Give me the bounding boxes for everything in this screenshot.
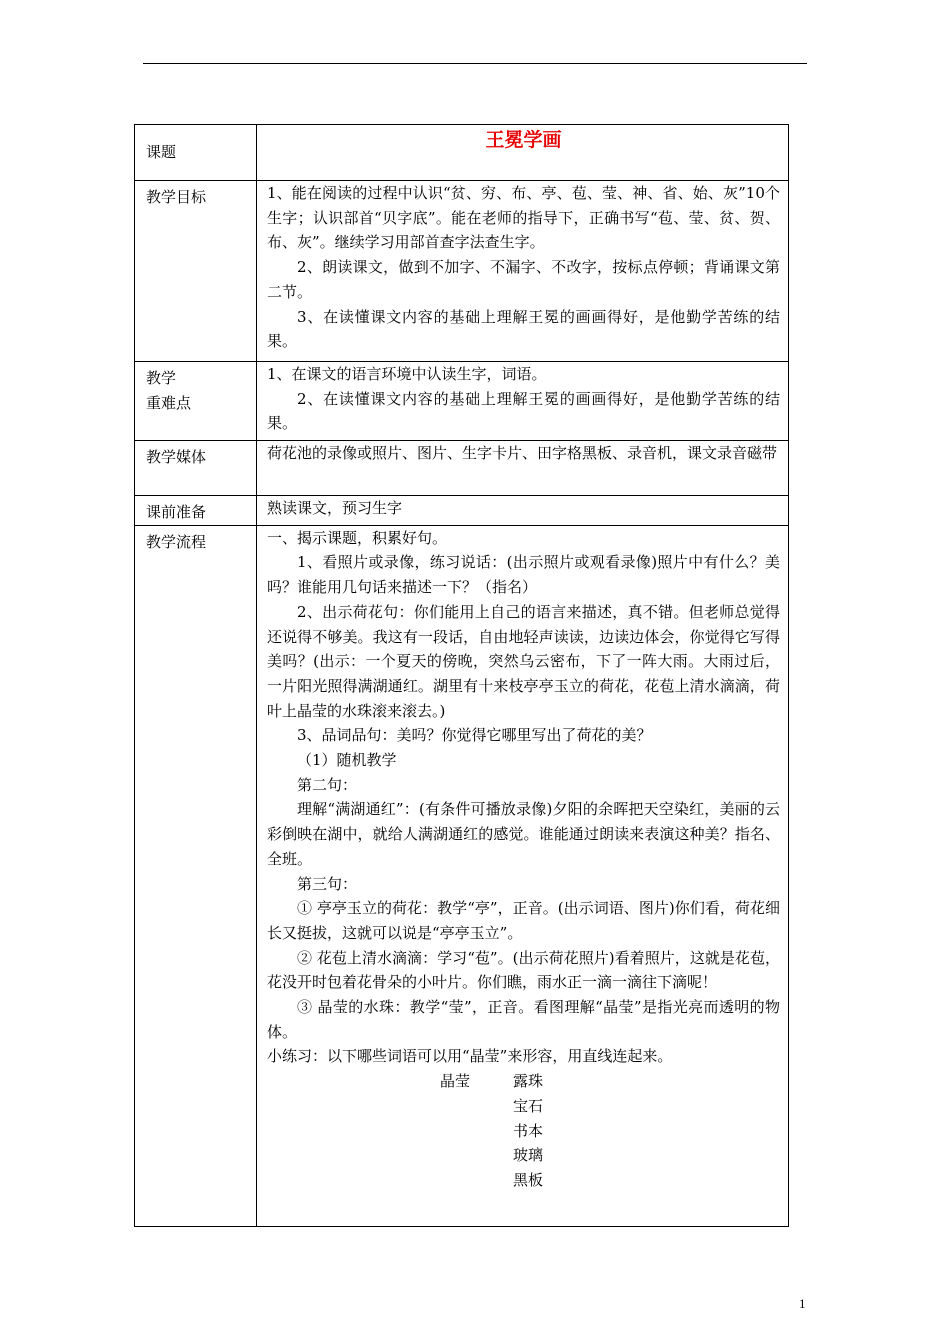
flow-paragraph: 第二句：	[297, 775, 358, 794]
key-points-cell	[257, 362, 789, 441]
match-right-word: 露珠	[513, 1072, 544, 1091]
flow-paragraph: 3、品词品句：美吗？你觉得它哪里写出了荷花的美？	[297, 726, 652, 745]
key-point-1: 1、在课文的语言环境中认读生字，词语。	[267, 365, 547, 383]
goal-1: 1、能在阅读的过程中认识“贫、穷、布、亭、苞、莹、神、省、始、灰”10个生字；认识部首“贝字底”。能在老师的指导下，正确书写“苞、莹、贫、贺、布、灰”。继续学习用部首查字法查生字。	[267, 184, 780, 252]
exercise-instruction: 小练习：以下哪些词语可以用“晶莹”来形容，用直线连起来。	[267, 1047, 673, 1066]
flow-paragraph: （1）随机教学	[297, 751, 397, 770]
row-flow	[135, 525, 789, 1226]
lesson-title: 王冕学画	[485, 129, 562, 151]
flow-paragraph: ③ 晶莹的水珠：教学“莹”，正音。看图理解“晶莹”是指光亮而透明的物体。	[267, 998, 780, 1041]
flow-paragraph: 1、看照片或录像，练习说话：(出示照片或观看录像)照片中有什么？美吗？谁能用几句话来描述一下？（指名）	[267, 553, 780, 597]
flow-section-1: 一、揭示课题，积累好句。	[267, 528, 448, 547]
prep-label: 课前准备	[135, 496, 257, 526]
matching-exercise	[267, 1069, 780, 1193]
key-label-line-1: 教学	[146, 369, 177, 387]
flow-paragraph: 2、出示荷花句：你们能用上自己的语言来描述，真不错。但老师总觉得还说得不够美。我这有一段话，自由地轻声读读，边读边体会，你觉得它写得美吗？(出示：一个夏天的傍晚，突然乌云密布，下了一阵大雨。大雨过后，一片阳光照得满湖通红。湖里有十来枝亭亭玉立的荷花，花苞上清水滴滴，荷叶上晶莹的水珠滚来滚去。)	[267, 602, 780, 720]
flow-paragraph: ① 亭亭玉立的荷花：教学“亭”，正音。(出示词语、图片)你们看，荷花细长又挺拔，这就可以说是“亭亭玉立”。	[267, 899, 780, 942]
flow-cell	[257, 525, 789, 1226]
match-right-word: 玻璃	[513, 1146, 544, 1165]
key-label-line-2: 重难点	[146, 393, 192, 412]
flow-label: 教学流程	[135, 525, 257, 1226]
match-right-word: 书本	[513, 1121, 544, 1140]
media-text: 荷花池的录像或照片、图片、生字卡片、田字格黑板、录音机，课文录音磁带	[267, 444, 778, 462]
goals-label: 教学目标	[135, 181, 257, 362]
match-right-word: 宝石	[513, 1096, 544, 1115]
prep-text: 熟读课文，预习生字	[267, 499, 403, 517]
prep-cell	[257, 496, 789, 526]
flow-paragraph: ② 花苞上清水滴滴：学习“苞”。(出示荷花照片)看着照片，这就是花苞，花没开时包着花骨朵的小叶片。你们瞧，雨水正一滴一滴往下滴呢！	[267, 948, 780, 992]
match-right-word: 黑板	[513, 1170, 544, 1189]
media-cell	[257, 441, 789, 496]
page-number: 1	[799, 1296, 806, 1311]
match-left-word: 晶莹	[440, 1072, 471, 1091]
topic-label: 课题	[135, 125, 257, 181]
flow-paragraph: 理解“满湖通红”：(有条件可播放录像)夕阳的余晖把天空染红，美丽的云彩倒映在湖中，就给人满湖通红的感觉。谁能通过朗读来表演这种美？指名、全班。	[267, 800, 780, 868]
row-topic	[135, 125, 789, 181]
goals-cell	[257, 181, 789, 362]
lesson-plan-table	[134, 124, 789, 1227]
key-point-2: 2、在读懂课文内容的基础上理解王冕的画画得好，是他勤学苦练的结果。	[267, 389, 780, 433]
header-rule	[143, 63, 807, 64]
row-key-points	[135, 362, 789, 441]
title-cell	[257, 125, 789, 181]
flow-paragraph: 第三句：	[297, 874, 358, 893]
goal-2: 2、朗读课文，做到不加字、不漏字、不改字，按标点停顿；背诵课文第二节。	[267, 258, 780, 301]
row-prep	[135, 496, 789, 526]
row-media	[135, 441, 789, 496]
goal-3: 3、在读懂课文内容的基础上理解王冕的画画得好，是他勤学苦练的结果。	[267, 307, 780, 351]
media-label: 教学媒体	[135, 441, 257, 496]
key-label	[135, 362, 257, 441]
row-goals	[135, 181, 789, 362]
